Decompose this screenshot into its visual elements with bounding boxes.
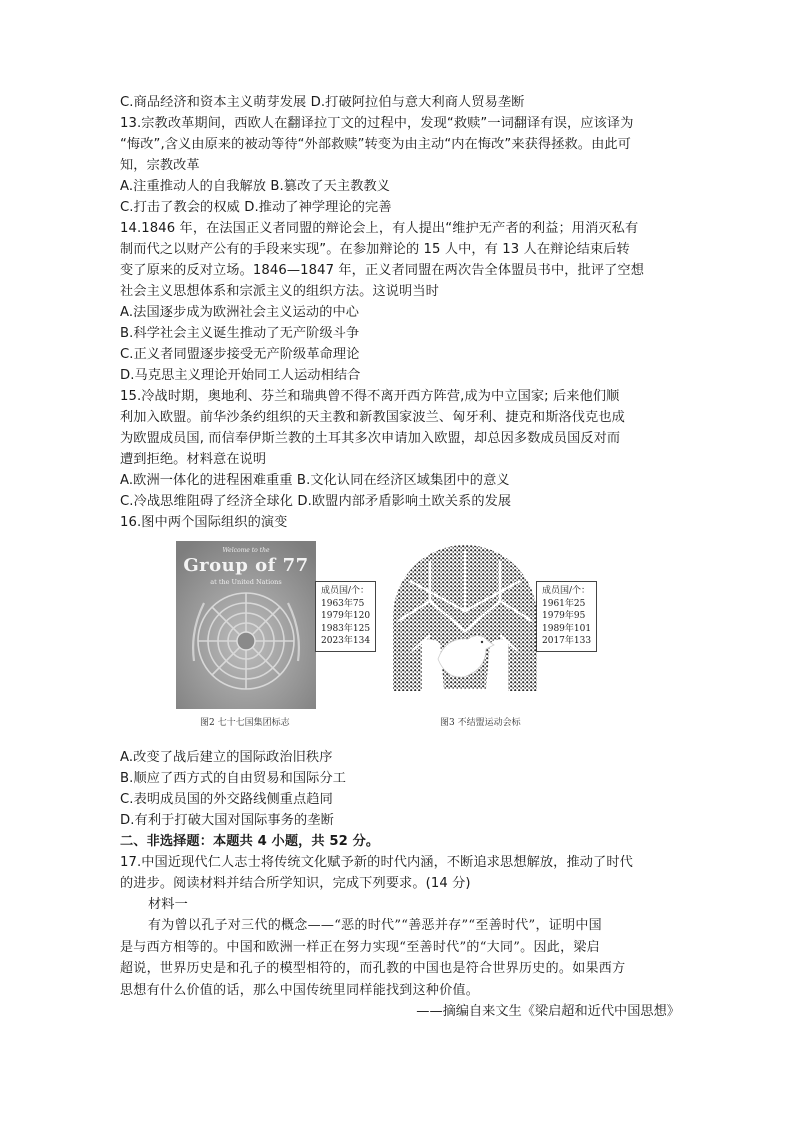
nam-member-box <box>536 581 597 652</box>
figure-2-caption: 图2 七十七国集团标志 <box>200 718 290 728</box>
member-count-row: 1979年120 <box>321 611 371 621</box>
member-box-title: 成员国/个： <box>542 586 591 596</box>
member-count-row: 2023年134 <box>321 636 371 646</box>
member-count-row: 1989年101 <box>542 623 592 634</box>
option-line: A.欧洲一体化的进程困难重重 B.文化认同在经济区域集团中的意义 <box>120 473 510 488</box>
member-count-row: 2017年133 <box>542 636 592 646</box>
option-line: A.法国逐步成为欧洲社会主义运动的中心 <box>120 305 360 320</box>
option-line: C.打击了教会的权威 D.推动了神学理论的完善 <box>120 200 392 215</box>
option-line: C.表明成员国的外交路线侧重点趋同 <box>120 792 333 807</box>
figure-nam <box>390 541 680 741</box>
question-17 <box>120 852 680 1022</box>
text-line: 制而代之以财产公有的手段来实现”。在参加辩论的 15 人中，有 13 人在辩论结束后转 <box>120 242 630 257</box>
text-line: 社会主义思想体系和宗派主义的组织方法。这说明当时 <box>120 284 439 299</box>
option-line: A.改变了战后建立的国际政治旧秩序 <box>120 750 333 765</box>
quote-line: 思想有什么价值的话，那么中国传统里同样能找到这种价值。 <box>120 982 480 998</box>
option-line: B.科学社会主义诞生推动了无产阶级斗争 <box>120 326 360 341</box>
g77-banner-subtitle: at the United Nations <box>210 578 282 586</box>
text-line: C.商品经济和资本主义萌芽发展 D.打破阿拉伯与意大利商人贸易垄断 <box>120 95 525 110</box>
nam-logo-image <box>390 541 540 701</box>
member-count-row: 1963年75 <box>321 598 365 609</box>
exam-page <box>120 92 680 1022</box>
figures-row <box>120 541 680 741</box>
option-line: C.正义者同盟逐步接受无产阶级革命理论 <box>120 347 360 362</box>
material-label: 材料一 <box>148 897 188 912</box>
option-line: D.有利于打破大国对国际事务的垄断 <box>120 813 334 828</box>
figure-3-caption: 图3 不结盟运动会标 <box>440 718 521 728</box>
quote-line: 有为曾以孔子对三代的概念——“恶的时代”“善恶并存”“至善时代”，证明中国 <box>148 918 602 933</box>
quote-line: 超说，世界历史是和孔子的模型相符的，而孔教的中国也是符合世界历史的。如果西方 <box>120 961 626 976</box>
g77-banner-title: Group of 77 <box>183 555 309 576</box>
figure-g77 <box>176 541 426 741</box>
questions-top <box>120 92 680 533</box>
g77-banner-welcome: Welcome to the <box>222 547 270 554</box>
text-line: 为欧盟成员国, 而信奉伊斯兰教的土耳其多次申请加入欧盟，却总因多数成员国反对而 <box>120 431 621 446</box>
question-17-stem: 17.中国近现代仁人志士将传统文化赋予新的时代内涵，不断追求思想解放，推动了时代 <box>120 855 633 870</box>
text-line: 变了原来的反对立场。1846—1847 年，正义者同盟在两次告全体盟员书中，批评了空想 <box>120 263 644 278</box>
question-13-stem: 13.宗教改革期间，西欧人在翻译拉丁文的过程中，发现“救赎”一词翻译有误，应该译为 <box>120 116 634 131</box>
option-line: A.注重推动人的自我解放 B.篡改了天主教教义 <box>120 179 391 194</box>
option-line: B.顺应了西方式的自由贸易和国际分工 <box>120 771 347 786</box>
member-count-row: 1961年25 <box>542 598 586 609</box>
text-line: “悔改”,含义由原来的被动等待“外部救赎”转变为由主动“内在悔改”来获得拯救。由此可 <box>120 137 631 152</box>
option-line: D.马克思主义理论开始同工人运动相结合 <box>120 368 361 383</box>
text-line: 遭到拒绝。材料意在说明 <box>120 452 267 467</box>
question-14-stem: 14.1846 年，在法国正义者同盟的辩论会上，有人提出“维护无产者的利益；用消灭私有 <box>120 221 639 236</box>
option-line: C.冷战思维阻碍了经济全球化 D.欧盟内部矛盾影响土欧关系的发展 <box>120 494 512 509</box>
question-15-stem: 15.冷战时期，奥地利、芬兰和瑞典曾不得不离开西方阵营,成为中立国家; 后来他们顺 <box>120 389 620 404</box>
question-16-options <box>120 747 680 831</box>
text-line: 的进步。阅读材料并结合所学知识，完成下列要求。(14 分) <box>120 876 471 891</box>
member-count-row: 1983年125 <box>321 623 371 634</box>
member-box-title: 成员国/个： <box>321 586 370 596</box>
quote-line: 是与西方相等的。中国和欧洲一样正在努力实现“至善时代”的“大同”。因此，梁启 <box>120 939 600 955</box>
text-line: 知，宗教改革 <box>120 158 200 173</box>
source-citation: ——摘编自来文生《梁启超和近代中国思想》 <box>416 1004 680 1019</box>
text-line: 利加入欧盟。前华沙条约组织的天主教和新教国家波兰、匈牙利、捷克和斯洛伐克也成 <box>120 410 625 425</box>
section-heading: 二、非选择题：本题共 4 小题，共 52 分。 <box>120 834 380 849</box>
g77-member-box <box>315 581 376 652</box>
member-count-row: 1979年95 <box>542 611 586 621</box>
question-16-stem: 16.图中两个国际组织的演变 <box>120 515 288 530</box>
